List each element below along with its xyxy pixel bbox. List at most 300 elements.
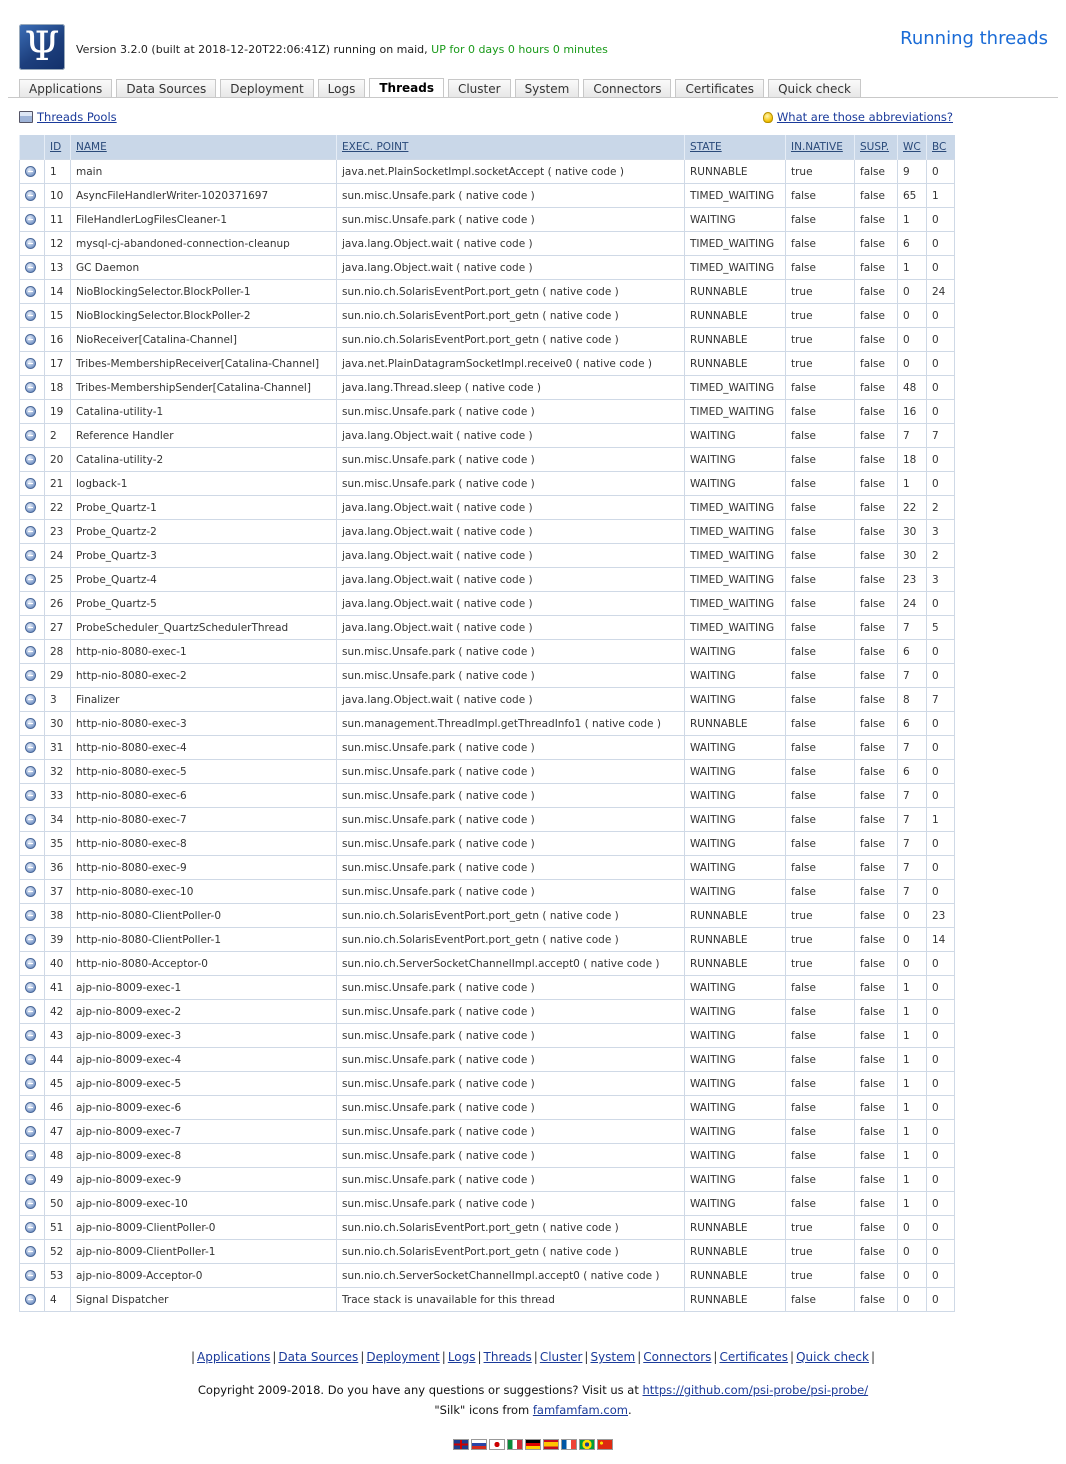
kill-thread-icon[interactable] xyxy=(25,430,36,441)
tab-connectors[interactable]: Connectors xyxy=(583,79,671,98)
threads-pools-link[interactable]: Threads Pools xyxy=(37,110,117,124)
cell-wc: 6 xyxy=(898,760,927,784)
table-row xyxy=(20,1192,955,1216)
cell-wc: 1 xyxy=(898,1000,927,1024)
cell-wc: 30 xyxy=(898,520,927,544)
kill-thread-icon[interactable] xyxy=(25,1030,36,1041)
cell-name: ajp-nio-8009-exec-4 xyxy=(71,1048,337,1072)
kill-thread-icon[interactable] xyxy=(25,1270,36,1281)
header-in-native[interactable]: IN.NATIVE xyxy=(786,135,855,160)
table-row xyxy=(20,1264,955,1288)
cell-bc: 0 xyxy=(927,1288,955,1312)
cell-suspended: false xyxy=(855,784,898,808)
cell-in-native: true xyxy=(786,280,855,304)
nav-separator: | xyxy=(190,1350,196,1364)
cell-name: ajp-nio-8009-exec-5 xyxy=(71,1072,337,1096)
kill-thread-icon[interactable] xyxy=(25,1102,36,1113)
footer-link-data-sources[interactable]: Data Sources xyxy=(278,1350,359,1364)
footer-link-applications[interactable]: Applications xyxy=(197,1350,271,1364)
cell-bc: 0 xyxy=(927,712,955,736)
kill-thread-cell xyxy=(20,952,45,976)
cell-suspended: false xyxy=(855,352,898,376)
cell-wc: 0 xyxy=(898,1216,927,1240)
table-row xyxy=(20,760,955,784)
cell-bc: 14 xyxy=(927,928,955,952)
cell-exec-point: sun.misc.Unsafe.park ( native code ) xyxy=(337,664,685,688)
github-link[interactable]: https://github.com/psi-probe/psi-probe/ xyxy=(642,1383,869,1397)
nav-separator: | xyxy=(477,1350,482,1364)
kill-thread-cell xyxy=(20,1096,45,1120)
cell-state: TIMED_WAITING xyxy=(685,256,786,280)
cell-bc: 0 xyxy=(927,592,955,616)
cell-in-native: false xyxy=(786,424,855,448)
flag-ru-icon[interactable] xyxy=(471,1439,487,1450)
cell-id: 29 xyxy=(45,664,71,688)
footer-link-connectors[interactable]: Connectors xyxy=(643,1350,712,1364)
kill-thread-icon[interactable] xyxy=(25,934,36,945)
kill-thread-icon[interactable] xyxy=(25,1294,36,1305)
kill-thread-cell xyxy=(20,208,45,232)
kill-thread-cell xyxy=(20,592,45,616)
cell-wc: 1 xyxy=(898,472,927,496)
tab-deployment[interactable]: Deployment xyxy=(220,79,313,98)
kill-thread-icon[interactable] xyxy=(25,406,36,417)
cell-bc: 0 xyxy=(927,640,955,664)
kill-thread-icon[interactable] xyxy=(25,574,36,585)
cell-wc: 9 xyxy=(898,160,927,184)
cell-suspended: false xyxy=(855,928,898,952)
silk-text: "Silk" icons from xyxy=(434,1403,530,1417)
cell-state: RUNNABLE xyxy=(685,928,786,952)
kill-thread-icon[interactable] xyxy=(25,478,36,489)
cell-state: TIMED_WAITING xyxy=(685,568,786,592)
kill-thread-icon[interactable] xyxy=(25,382,36,393)
cell-name: NioReceiver[Catalina-Channel] xyxy=(71,328,337,352)
cell-in-native: false xyxy=(786,1096,855,1120)
header-bc[interactable]: BC xyxy=(927,135,955,160)
table-row xyxy=(20,400,955,424)
cell-name: ajp-nio-8009-exec-9 xyxy=(71,1168,337,1192)
kill-thread-cell xyxy=(20,328,45,352)
cell-id: 50 xyxy=(45,1192,71,1216)
cell-bc: 7 xyxy=(927,424,955,448)
cell-exec-point: sun.misc.Unsafe.park ( native code ) xyxy=(337,736,685,760)
cell-id: 19 xyxy=(45,400,71,424)
cell-bc: 0 xyxy=(927,160,955,184)
cell-wc: 1 xyxy=(898,256,927,280)
kill-thread-cell xyxy=(20,1048,45,1072)
footer-link-deployment[interactable]: Deployment xyxy=(366,1350,440,1364)
cell-in-native: false xyxy=(786,472,855,496)
famfamfam-link[interactable]: famfamfam.com xyxy=(532,1403,628,1417)
cell-exec-point: sun.misc.Unsafe.park ( native code ) xyxy=(337,808,685,832)
table-row xyxy=(20,784,955,808)
tab-quick-check[interactable]: Quick check xyxy=(768,79,861,98)
cell-name: ajp-nio-8009-ClientPoller-0 xyxy=(71,1216,337,1240)
cell-in-native: false xyxy=(786,1000,855,1024)
tab-system[interactable]: System xyxy=(515,79,580,98)
cell-in-native: true xyxy=(786,160,855,184)
cell-name: ajp-nio-8009-exec-10 xyxy=(71,1192,337,1216)
cell-name: ajp-nio-8009-Acceptor-0 xyxy=(71,1264,337,1288)
cell-wc: 8 xyxy=(898,688,927,712)
cell-state: WAITING xyxy=(685,472,786,496)
cell-in-native: false xyxy=(786,640,855,664)
cell-name: http-nio-8080-exec-2 xyxy=(71,664,337,688)
cell-suspended: false xyxy=(855,1072,898,1096)
cell-suspended: false xyxy=(855,304,898,328)
cell-in-native: false xyxy=(786,544,855,568)
cell-id: 53 xyxy=(45,1264,71,1288)
cell-state: RUNNABLE xyxy=(685,1216,786,1240)
cell-suspended: false xyxy=(855,1000,898,1024)
table-row xyxy=(20,160,955,184)
kill-thread-icon[interactable] xyxy=(25,886,36,897)
kill-thread-icon[interactable] xyxy=(25,670,36,681)
abbreviations-link[interactable]: What are those abbreviations? xyxy=(776,110,953,124)
cell-bc: 0 xyxy=(927,664,955,688)
kill-thread-icon[interactable] xyxy=(25,286,36,297)
cell-exec-point: sun.misc.Unsafe.park ( native code ) xyxy=(337,832,685,856)
footer-link-threads[interactable]: Threads xyxy=(483,1350,532,1364)
tab-data-sources[interactable]: Data Sources xyxy=(116,79,216,98)
kill-thread-icon[interactable] xyxy=(25,310,36,321)
cell-state: TIMED_WAITING xyxy=(685,400,786,424)
cell-exec-point: sun.misc.Unsafe.park ( native code ) xyxy=(337,1120,685,1144)
cell-in-native: true xyxy=(786,952,855,976)
kill-thread-icon[interactable] xyxy=(25,262,36,273)
cell-id: 40 xyxy=(45,952,71,976)
cell-in-native: true xyxy=(786,304,855,328)
cell-id: 1 xyxy=(45,160,71,184)
cell-suspended: false xyxy=(855,1288,898,1312)
kill-thread-icon[interactable] xyxy=(25,1198,36,1209)
cell-exec-point: sun.nio.ch.SolarisEventPort.port_getn ( native code ) xyxy=(337,928,685,952)
cell-state: WAITING xyxy=(685,1192,786,1216)
cell-bc: 1 xyxy=(927,184,955,208)
cell-in-native: true xyxy=(786,328,855,352)
cell-bc: 0 xyxy=(927,1168,955,1192)
table-row xyxy=(20,592,955,616)
cell-bc: 0 xyxy=(927,976,955,1000)
cell-bc: 23 xyxy=(927,904,955,928)
flag-fr-icon[interactable] xyxy=(561,1439,577,1450)
cell-wc: 1 xyxy=(898,1192,927,1216)
footer-link-system[interactable]: System xyxy=(590,1350,636,1364)
kill-thread-cell xyxy=(20,376,45,400)
cell-bc: 0 xyxy=(927,448,955,472)
cell-exec-point: sun.misc.Unsafe.park ( native code ) xyxy=(337,208,685,232)
kill-thread-icon[interactable] xyxy=(25,742,36,753)
cell-bc: 7 xyxy=(927,688,955,712)
tab-threads[interactable]: Threads xyxy=(369,78,444,98)
tab-applications[interactable]: Applications xyxy=(19,79,112,98)
cell-state: WAITING xyxy=(685,1000,786,1024)
cell-name: http-nio-8080-exec-3 xyxy=(71,712,337,736)
nav-separator: | xyxy=(533,1350,538,1364)
cell-suspended: false xyxy=(855,856,898,880)
cell-in-native: false xyxy=(786,808,855,832)
flag-uk-icon[interactable] xyxy=(453,1439,469,1450)
header-exec-point[interactable]: EXEC. POINT xyxy=(337,135,685,160)
cell-id: 42 xyxy=(45,1000,71,1024)
cell-wc: 1 xyxy=(898,1144,927,1168)
cell-id: 11 xyxy=(45,208,71,232)
cell-state: TIMED_WAITING xyxy=(685,232,786,256)
cell-suspended: false xyxy=(855,760,898,784)
cell-state: TIMED_WAITING xyxy=(685,520,786,544)
header-name[interactable]: NAME xyxy=(71,135,337,160)
cell-wc: 7 xyxy=(898,880,927,904)
cell-wc: 1 xyxy=(898,1168,927,1192)
kill-thread-icon[interactable] xyxy=(25,790,36,801)
table-row xyxy=(20,184,955,208)
cell-exec-point: java.lang.Thread.sleep ( native code ) xyxy=(337,376,685,400)
kill-thread-cell xyxy=(20,712,45,736)
cell-wc: 65 xyxy=(898,184,927,208)
cell-state: RUNNABLE xyxy=(685,304,786,328)
kill-thread-icon[interactable] xyxy=(25,334,36,345)
cell-id: 41 xyxy=(45,976,71,1000)
kill-thread-cell xyxy=(20,1216,45,1240)
cell-suspended: false xyxy=(855,1240,898,1264)
cell-in-native: false xyxy=(786,784,855,808)
flag-cn-icon[interactable] xyxy=(597,1439,613,1450)
table-row xyxy=(20,928,955,952)
cell-exec-point: sun.misc.Unsafe.park ( native code ) xyxy=(337,1168,685,1192)
cell-suspended: false xyxy=(855,832,898,856)
table-row xyxy=(20,472,955,496)
tab-cluster[interactable]: Cluster xyxy=(448,79,511,98)
kill-thread-icon[interactable] xyxy=(25,814,36,825)
table-row xyxy=(20,1000,955,1024)
kill-thread-icon[interactable] xyxy=(25,454,36,465)
cell-in-native: true xyxy=(786,1240,855,1264)
table-row xyxy=(20,736,955,760)
kill-thread-icon[interactable] xyxy=(25,358,36,369)
cell-name: Reference Handler xyxy=(71,424,337,448)
cell-state: WAITING xyxy=(685,640,786,664)
cell-id: 44 xyxy=(45,1048,71,1072)
table-row xyxy=(20,808,955,832)
flag-it-icon[interactable] xyxy=(507,1439,523,1450)
kill-thread-cell xyxy=(20,856,45,880)
cell-bc: 24 xyxy=(927,280,955,304)
cell-state: TIMED_WAITING xyxy=(685,544,786,568)
header-state[interactable]: STATE xyxy=(685,135,786,160)
flag-de-icon[interactable] xyxy=(525,1439,541,1450)
header-susp[interactable]: SUSP. xyxy=(855,135,898,160)
cell-exec-point: sun.misc.Unsafe.park ( native code ) xyxy=(337,1000,685,1024)
kill-thread-cell xyxy=(20,280,45,304)
kill-thread-icon[interactable] xyxy=(25,502,36,513)
kill-thread-cell xyxy=(20,1072,45,1096)
cell-exec-point: java.lang.Object.wait ( native code ) xyxy=(337,232,685,256)
kill-thread-icon[interactable] xyxy=(25,1174,36,1185)
kill-thread-icon[interactable] xyxy=(25,1222,36,1233)
kill-thread-icon[interactable] xyxy=(25,694,36,705)
kill-thread-icon[interactable] xyxy=(25,1246,36,1257)
cell-state: WAITING xyxy=(685,1144,786,1168)
cell-id: 52 xyxy=(45,1240,71,1264)
footer-link-certificates[interactable]: Certificates xyxy=(719,1350,789,1364)
cell-exec-point: sun.misc.Unsafe.park ( native code ) xyxy=(337,1192,685,1216)
cell-id: 26 xyxy=(45,592,71,616)
kill-thread-icon[interactable] xyxy=(25,1054,36,1065)
kill-thread-icon[interactable] xyxy=(25,838,36,849)
cell-suspended: false xyxy=(855,424,898,448)
cell-suspended: false xyxy=(855,1024,898,1048)
cell-bc: 0 xyxy=(927,1072,955,1096)
kill-thread-icon[interactable] xyxy=(25,166,36,177)
cell-bc: 0 xyxy=(927,736,955,760)
kill-thread-icon[interactable] xyxy=(25,1126,36,1137)
cell-wc: 16 xyxy=(898,400,927,424)
cell-id: 14 xyxy=(45,280,71,304)
cell-bc: 0 xyxy=(927,232,955,256)
cell-bc: 3 xyxy=(927,568,955,592)
kill-thread-icon[interactable] xyxy=(25,766,36,777)
kill-thread-cell xyxy=(20,424,45,448)
kill-thread-cell xyxy=(20,736,45,760)
kill-thread-icon[interactable] xyxy=(25,550,36,561)
cell-in-native: false xyxy=(786,736,855,760)
kill-thread-icon[interactable] xyxy=(25,910,36,921)
cell-id: 51 xyxy=(45,1216,71,1240)
kill-thread-icon[interactable] xyxy=(25,526,36,537)
cell-id: 33 xyxy=(45,784,71,808)
cell-state: WAITING xyxy=(685,1048,786,1072)
kill-thread-cell xyxy=(20,472,45,496)
cell-in-native: false xyxy=(786,256,855,280)
cell-suspended: false xyxy=(855,280,898,304)
header-id[interactable]: ID xyxy=(45,135,71,160)
cell-state: WAITING xyxy=(685,208,786,232)
kill-thread-icon[interactable] xyxy=(25,718,36,729)
cell-name: Probe_Quartz-4 xyxy=(71,568,337,592)
cell-id: 38 xyxy=(45,904,71,928)
cell-id: 15 xyxy=(45,304,71,328)
cell-in-native: false xyxy=(786,1024,855,1048)
flag-es-icon[interactable] xyxy=(543,1439,559,1450)
cell-name: http-nio-8080-Acceptor-0 xyxy=(71,952,337,976)
table-row xyxy=(20,904,955,928)
tab-certificates[interactable]: Certificates xyxy=(675,79,764,98)
kill-thread-icon[interactable] xyxy=(25,214,36,225)
cell-wc: 1 xyxy=(898,1048,927,1072)
cell-state: RUNNABLE xyxy=(685,1264,786,1288)
cell-state: WAITING xyxy=(685,880,786,904)
cell-suspended: false xyxy=(855,592,898,616)
cell-name: http-nio-8080-exec-4 xyxy=(71,736,337,760)
footer-link-logs[interactable]: Logs xyxy=(447,1350,476,1364)
cell-id: 18 xyxy=(45,376,71,400)
cell-bc: 2 xyxy=(927,496,955,520)
table-row xyxy=(20,1168,955,1192)
tab-logs[interactable]: Logs xyxy=(318,79,366,98)
cell-name: Probe_Quartz-3 xyxy=(71,544,337,568)
cell-wc: 1 xyxy=(898,208,927,232)
table-row xyxy=(20,616,955,640)
cell-wc: 0 xyxy=(898,280,927,304)
cell-wc: 0 xyxy=(898,1264,927,1288)
cell-in-native: false xyxy=(786,1048,855,1072)
kill-thread-icon[interactable] xyxy=(25,1006,36,1017)
cell-name: http-nio-8080-exec-5 xyxy=(71,760,337,784)
cell-wc: 7 xyxy=(898,808,927,832)
cell-id: 24 xyxy=(45,544,71,568)
table-row xyxy=(20,520,955,544)
cell-bc: 3 xyxy=(927,520,955,544)
cell-exec-point: sun.misc.Unsafe.park ( native code ) xyxy=(337,1144,685,1168)
kill-thread-icon[interactable] xyxy=(25,238,36,249)
header-wc[interactable]: WC xyxy=(898,135,927,160)
cell-suspended: false xyxy=(855,544,898,568)
cell-suspended: false xyxy=(855,1144,898,1168)
footer-link-quick-check[interactable]: Quick check xyxy=(796,1350,869,1364)
cell-exec-point: java.lang.Object.wait ( native code ) xyxy=(337,616,685,640)
cell-state: TIMED_WAITING xyxy=(685,376,786,400)
table-row xyxy=(20,544,955,568)
kill-thread-icon[interactable] xyxy=(25,958,36,969)
kill-thread-icon[interactable] xyxy=(25,982,36,993)
table-row xyxy=(20,688,955,712)
flag-br-icon[interactable] xyxy=(579,1439,595,1450)
kill-thread-cell xyxy=(20,1144,45,1168)
flag-jp-icon[interactable] xyxy=(489,1439,505,1450)
cell-id: 22 xyxy=(45,496,71,520)
cell-wc: 23 xyxy=(898,568,927,592)
copyright xyxy=(0,1383,1066,1397)
cell-exec-point: sun.nio.ch.SolarisEventPort.port_getn ( native code ) xyxy=(337,280,685,304)
cell-id: 35 xyxy=(45,832,71,856)
cell-exec-point: sun.nio.ch.SolarisEventPort.port_getn ( native code ) xyxy=(337,904,685,928)
cell-name: ajp-nio-8009-exec-2 xyxy=(71,1000,337,1024)
cell-exec-point: sun.misc.Unsafe.park ( native code ) xyxy=(337,760,685,784)
kill-thread-cell xyxy=(20,1192,45,1216)
cell-exec-point: sun.nio.ch.SolarisEventPort.port_getn ( native code ) xyxy=(337,328,685,352)
cell-id: 20 xyxy=(45,448,71,472)
footer-link-cluster[interactable]: Cluster xyxy=(539,1350,583,1364)
cell-exec-point: java.lang.Object.wait ( native code ) xyxy=(337,256,685,280)
kill-thread-icon[interactable] xyxy=(25,1078,36,1089)
cell-bc: 0 xyxy=(927,352,955,376)
cell-state: RUNNABLE xyxy=(685,352,786,376)
cell-state: WAITING xyxy=(685,832,786,856)
kill-thread-cell xyxy=(20,1288,45,1312)
kill-thread-icon[interactable] xyxy=(25,1150,36,1161)
cell-id: 12 xyxy=(45,232,71,256)
cell-bc: 0 xyxy=(927,256,955,280)
kill-thread-icon[interactable] xyxy=(25,598,36,609)
nav-separator: | xyxy=(870,1350,876,1364)
cell-id: 47 xyxy=(45,1120,71,1144)
cell-exec-point: sun.misc.Unsafe.park ( native code ) xyxy=(337,856,685,880)
kill-thread-icon[interactable] xyxy=(25,190,36,201)
cell-id: 4 xyxy=(45,1288,71,1312)
cell-in-native: false xyxy=(786,856,855,880)
cell-in-native: false xyxy=(786,400,855,424)
cell-wc: 1 xyxy=(898,1072,927,1096)
cell-bc: 0 xyxy=(927,304,955,328)
cell-wc: 1 xyxy=(898,1120,927,1144)
cell-in-native: true xyxy=(786,1216,855,1240)
cell-name: Signal Dispatcher xyxy=(71,1288,337,1312)
cell-name: ajp-nio-8009-exec-1 xyxy=(71,976,337,1000)
kill-thread-icon[interactable] xyxy=(25,622,36,633)
kill-thread-icon[interactable] xyxy=(25,862,36,873)
kill-thread-icon[interactable] xyxy=(25,646,36,657)
